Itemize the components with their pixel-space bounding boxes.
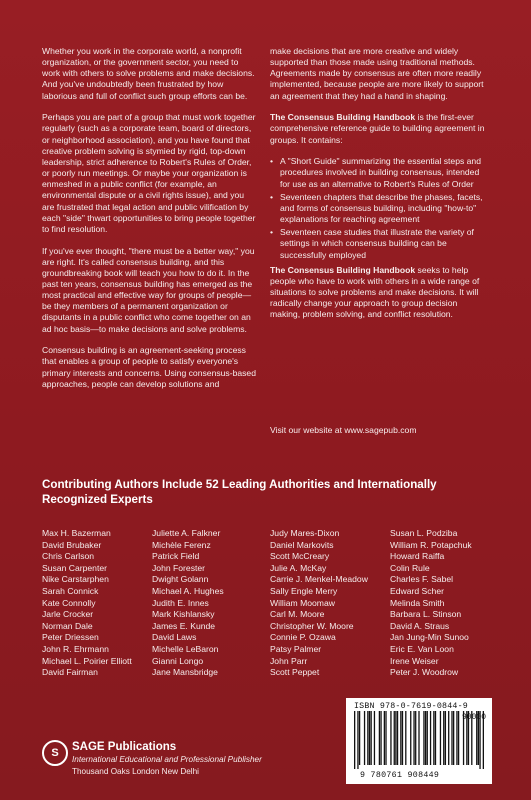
price-code: 90000 [462,713,487,722]
author-name: Eric E. Van Loon [390,643,454,654]
author-column [42,528,132,679]
publisher-tagline: International Educational and Professional Publisher [72,755,262,764]
author-name: Peter J. Woodrow [390,667,459,678]
contents-list-item: • Seventeen case studies that illustrate the variety of settings in which consensus building can be successfully employed [270,227,486,260]
author-name: Jan Jung-Min Sunoo [390,632,469,643]
contents-list-item: • A "Short Guide" summarizing the essential steps and procedures involved in building consensus, intended for use as an alternative to Robert's Rules of Order [270,156,486,189]
benefits-paragraph: make decisions that are more creative and widely supported than those made using traditional methods. Agreements made by consensus are often more readily implemented, because people are more likely to support an agreement that they had a hand in shaping. [270,46,484,101]
ean-digits: 9 780761 908449 [360,771,440,780]
author-name: Carrie J. Menkel-Meadow [270,574,368,585]
author-name: James E. Kunde [152,620,216,631]
author-name: Max H. Bazerman [42,528,111,538]
isbn-number: ISBN 978-0-7619-0844-9 [354,702,468,711]
author-column [152,528,224,679]
author-name: Charles F. Sabel [390,574,454,585]
website-line: Visit our website at www.sagepub.com [270,425,417,435]
author-name: Jarle Crocker [42,609,94,620]
author-name: Nike Carstarphen [42,574,109,585]
author-name: Peter Driessen [42,632,99,643]
author-name: Scott McCreary [270,551,330,562]
author-name: Judith E. Innes [152,597,209,608]
author-name: Edward Scher [390,585,444,596]
author-name: Michael A. Hughes [152,585,224,596]
handbook-intro-paragraph [270,112,486,145]
author-name: Christopher W. Moore [270,620,354,631]
author-name: William R. Potapchuk [390,539,472,550]
author-name: Patsy Palmer [270,643,322,654]
author-column [390,528,472,679]
sage-logo-icon: S [42,740,68,766]
author-column [270,528,368,679]
isbn-barcode [346,698,492,784]
authors-heading: Contributing Authors Include 52 Leading Authorities and Internationally Recognized Experts [42,478,437,506]
author-name: Michael L. Poirier Elliott [42,655,132,666]
author-name: William Moomaw [270,597,335,608]
book-title: The Consensus Building Handbook [270,264,416,275]
author-name: Dwight Golann [152,574,209,585]
author-name: John R. Ehrmann [42,643,109,654]
author-name: Susan L. Podziba [390,528,458,538]
author-name: Kate Connolly [42,597,96,608]
right-text-column [270,46,486,331]
author-name: Scott Peppet [270,667,320,678]
handbook-intro-text: is the first-ever comprehensive reference guide to building agreement in groups. It contains: [270,112,485,145]
publisher-logo-block [42,740,302,780]
author-name: Jane Mansbridge [152,667,218,678]
handbook-purpose-text: seeks to help people who have to work with others in a wide range of situations to solve problems and make decisions. It will radically change your approach to group decision making, problem solving, and conflict resolution. [270,264,480,320]
author-name: Chris Carlson [42,551,95,562]
author-name: Juliette A. Falkner [152,528,221,538]
author-name: Judy Mares-Dixon [270,528,340,538]
left-text-column [42,46,258,400]
author-name: Gianni Longo [152,655,204,666]
book-title: The Consensus Building Handbook [270,112,416,123]
intro-paragraph: Whether you work in the corporate world, a nonprofit organization, or the government sector, you need to work with others to solve problems and make decisions. And you've undoubtedly been frustrated by how laborious and full of conflict such group efforts can be. [42,46,255,101]
author-name: Barbara L. Stinson [390,609,462,620]
author-name: Julie A. McKay [270,562,327,573]
author-name: David A. Straus [390,620,450,631]
author-name: Irene Weiser [390,655,439,666]
author-name: Norman Dale [42,620,93,631]
handbook-purpose-paragraph [270,265,486,321]
author-name: David Fairman [42,667,98,678]
author-name: John Forester [152,562,206,573]
author-name: Daniel Markovits [270,539,334,550]
author-name: Connie P. Ozawa [270,632,336,643]
author-name: Melinda Smith [390,597,445,608]
author-name: Michèle Ferenz [152,539,211,550]
author-name: Patrick Field [152,551,200,562]
publisher-name: SAGE Publications [72,741,177,753]
author-name: Michelle LeBaron [152,643,219,654]
better-way-paragraph: If you've ever thought, "there must be a better way," you are right. It's called consensus building, and this groundbreaking book will teach you how to do it. In the past ten years, consensus building has emerged as the most practical and effective way for groups of people—be they members of a permanent organization or disputants in a public conflict who come together on an ad hoc basis—to make decisions and solve problems. [42,245,255,334]
contents-list [270,156,486,260]
publisher-cities: Thousand Oaks London New Delhi [72,767,199,776]
author-name: Mark Kishlansky [152,609,215,620]
author-name: Colin Rule [390,562,430,573]
author-name: Howard Raiffa [390,551,445,562]
author-name: John Parr [270,655,308,666]
author-name: Susan Carpenter [42,562,107,573]
contents-list-item: • Seventeen chapters that describe the phases, facets, and forms of consensus building, including "how-to" explanations for reaching agreement [270,192,486,225]
problem-paragraph: Perhaps you are part of a group that must work together regularly (such as a corporate team, board of directors, or neighborhood association), and you have found that creative problem solving is stymied by rigid, top-down leadership, strict adherence to Robert's Rules of Order, or poorly run meetings. Or maybe your organization is enmeshed in a public conflict (for example, an environmental dispute or a civil rights issue), and you are frustrated that legal action and public vilification by each "side" thwart opportunities to bring people together to find resolution. [42,112,256,234]
author-name: Sally Engle Merry [270,585,338,596]
definition-paragraph: Consensus building is an agreement-seeking process that enables a group of people to satisfy everyone's primary interests and concerns. Using consensus-based approaches, people can develop solutions and [42,345,256,389]
author-name: Sarah Connick [42,585,99,596]
author-name: David Laws [152,632,197,643]
barcode-bars [346,711,492,773]
author-name: David Brubaker [42,539,102,550]
author-name: Carl M. Moore [270,609,325,620]
